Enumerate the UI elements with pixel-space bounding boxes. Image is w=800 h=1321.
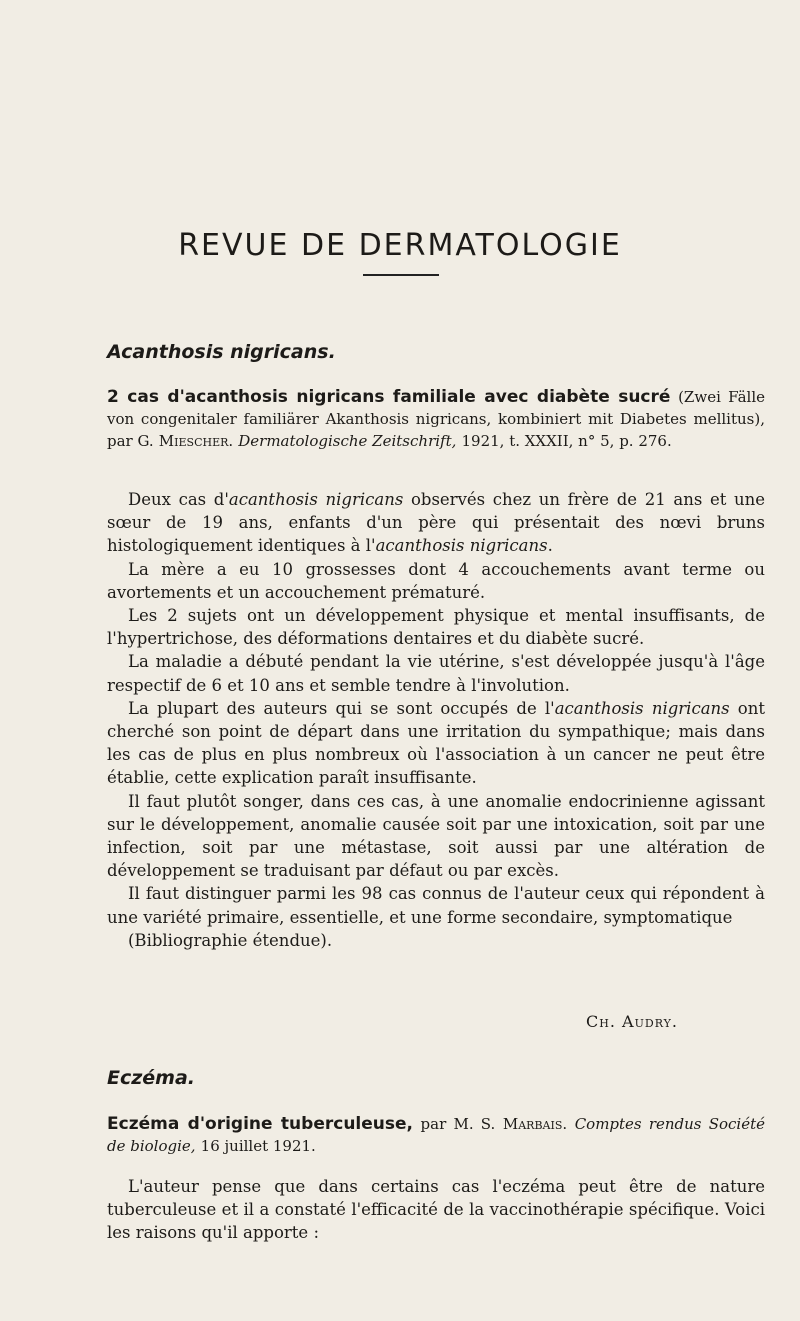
body-paragraph bbox=[107, 488, 765, 558]
paragraph-emphasis: acanthosis nigricans bbox=[375, 536, 548, 556]
article-journal: Comptes rendus Société de biologie, bbox=[107, 1115, 766, 1155]
paragraph-text: observés chez un frère de 21 ans et une sœur de 19 ans, enfants d'un père qui présentait des nœvi bruns histologiquement identiques à l' bbox=[107, 490, 766, 556]
section-heading-eczema: Eczéma. bbox=[107, 1067, 196, 1089]
author-signature: Ch. Audry. bbox=[586, 1012, 678, 1031]
body-paragraph: Les 2 sujets ont un développement physique et mental insuffisants, de l'hypertrichose, des déformations dentaires et du diabète sucré. bbox=[107, 606, 765, 649]
article-citation: 16 juillet 1921. bbox=[200, 1137, 316, 1155]
paragraph-text: ont cherché son point de départ dans une irritation du sympathique; mais dans les cas de plus en plus nombreux où l'association à un cancer ne peut être établie, cette explication paraît insuffisante. bbox=[107, 698, 765, 788]
body-paragraph: La maladie a débuté pendant la vie utérine, s'est développée jusqu'à l'âge respectif de 6 et 10 ans et semble tendre à l'involution. bbox=[107, 652, 765, 695]
body-paragraph: La mère a eu 10 grossesses dont 4 accouchements avant terme ou avortements et un accouchement prématuré. bbox=[107, 559, 765, 602]
article-german-title: (Zwei Fälle von congenitaler familiärer Akanthosis nigricans, kombiniert mit Diabetes mellitus), bbox=[107, 388, 765, 428]
section-heading-acanthosis: Acanthosis nigricans. bbox=[107, 341, 336, 363]
body-paragraph: Il faut distinguer parmi les 98 cas connus de l'auteur ceux qui répondent à une variété primaire, essentielle, et une forme secondaire, symptomatique bbox=[107, 884, 765, 927]
article-author-prefix: par G. bbox=[107, 432, 154, 450]
article-body-acanthosis bbox=[107, 488, 765, 952]
article-author: Miescher. bbox=[158, 432, 234, 450]
article-body-eczema bbox=[107, 1175, 765, 1245]
page-title: REVUE DE DERMATOLOGIE bbox=[178, 228, 622, 263]
body-paragraph: (Bibliographie étendue). bbox=[128, 930, 333, 950]
paragraph-emphasis: acanthosis nigricans bbox=[554, 698, 730, 718]
paragraph-emphasis: acanthosis nigricans bbox=[228, 490, 404, 509]
article-entry-acanthosis bbox=[107, 386, 765, 452]
paragraph-text: . bbox=[547, 536, 553, 556]
body-paragraph: L'auteur pense que dans certains cas l'eczéma peut être de nature tuberculeuse et il a constaté l'efficacité de la vaccinothérapie spécifique. Voici les raisons qu'il apporte : bbox=[107, 1177, 765, 1243]
article-title: 2 cas d'acanthosis nigricans familiale avec diabète sucré bbox=[107, 387, 671, 407]
body-paragraph: Il faut plutôt songer, dans ces cas, à une anomalie endocrinienne agissant sur le développement, anomalie causée soit par une intoxication, soit par une infection, soit par une métastase, soit aussi par une altération de développement se traduisant par défaut ou par excès. bbox=[107, 791, 765, 881]
article-author-prefix: par M. S. bbox=[420, 1115, 496, 1133]
paragraph-text: Deux cas d' bbox=[128, 490, 229, 509]
paragraph-text: La plupart des auteurs qui se sont occupés de l' bbox=[128, 698, 555, 718]
article-citation: 1921, t. XXXII, n° 5, p. 276. bbox=[461, 432, 672, 450]
article-author: Marbais. bbox=[502, 1115, 568, 1133]
article-entry-eczema bbox=[107, 1113, 765, 1157]
article-journal: Dermatologische Zeitschrift, bbox=[238, 432, 457, 450]
article-title: Eczéma d'origine tuberculeuse, bbox=[107, 1114, 413, 1134]
title-rule bbox=[363, 274, 439, 276]
body-paragraph bbox=[107, 697, 765, 790]
